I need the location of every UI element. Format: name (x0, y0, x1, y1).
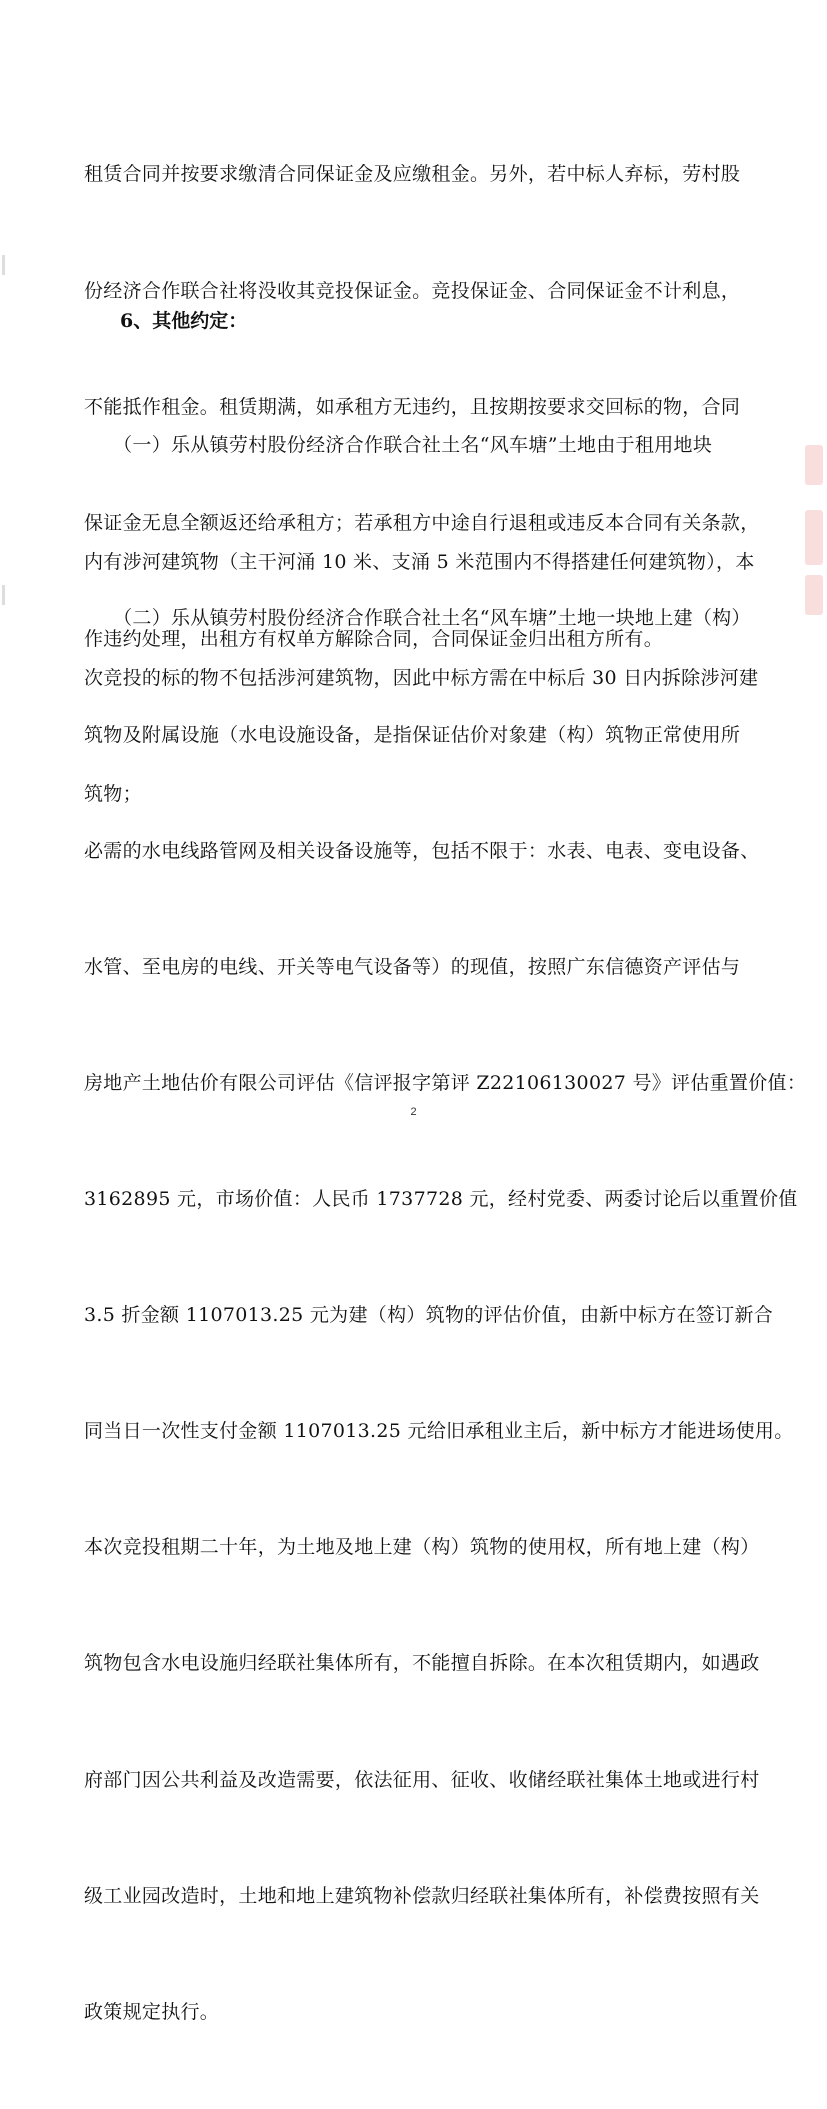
text-line: 政策规定执行。 (84, 2000, 220, 2023)
text-line: 同当日一次性支付金额 1107013.25 元给旧承租业主后，新中标方才能进场使用。 (84, 1420, 794, 1443)
seal-bleed-mark (805, 510, 823, 565)
text-line: 本次竞投租期二十年，为土地及地上建（构）筑物的使用权，所有地上建（构） (84, 1536, 760, 1559)
text-line: 3.5 折金额 1107013.25 元为建（构）筑物的评估价值，由新中标方在签订新合 (84, 1304, 774, 1327)
scan-edge-mark (2, 585, 5, 605)
text-line: 筑物包含水电设施归经联社集体所有，不能擅自拆除。在本次租赁期内，如遇政 (84, 1652, 760, 1675)
paragraph-item-two (84, 522, 807, 2109)
text-line: 必需的水电线路管网及相关设备设施等，包括不限于：水表、电表、变电设备、 (84, 839, 760, 862)
seal-bleed-mark (805, 575, 823, 615)
text-line: 3162895 元，市场价值：人民币 1737728 元，经村党委、两委讨论后以重置价值 (84, 1187, 798, 1210)
text-line: 房地产土地估价有限公司评估《信评报字第评 Z22106130027 号》评估重置价值： (84, 1071, 807, 1094)
section-heading-other-agreements: 6、其他约定： (120, 310, 248, 332)
text-line: （二）乐从镇劳村股份经济合作联合社土名“风车塘”土地一块地上建（构） (84, 607, 751, 630)
text-line: 作违约处理，出租方有权单方解除合同，合同保证金归出租方所有。 (84, 627, 664, 650)
text-line: 府部门因公共利益及改造需要，依法征用、征收、收储经联社集体土地或进行村 (84, 1768, 760, 1791)
text-line: 筑物； (84, 782, 142, 805)
text-line: 级工业园改造时，土地和地上建筑物补偿款归经联社集体所有，补偿费按照有关 (84, 1884, 760, 1907)
text-line: 筑物及附属设施（水电设施设备，是指保证估价对象建（构）筑物正常使用所 (84, 723, 741, 746)
text-line: 不能抵作租金。租赁期满，如承租方无违约，且按期按要求交回标的物，合同 (84, 395, 741, 418)
text-line: 水管、至电房的电线、开关等电气设备等）的现值，按照广东信德资产评估与 (84, 955, 741, 978)
text-line: 租赁合同并按要求缴清合同保证金及应缴租金。另外，若中标人弃标，劳村股 (84, 163, 741, 186)
text-line: 次竞投的标的物不包括涉河建筑物，因此中标方需在中标后 30 日内拆除涉河建 (84, 666, 759, 689)
text-line: 份经济合作联合社将没收其竞投保证金。竞投保证金、合同保证金不计利息， (84, 279, 741, 302)
seal-bleed-mark (805, 445, 823, 485)
scan-edge-mark (2, 255, 5, 275)
text-line: 内有涉河建筑物（主干河涌 10 米、支涌 5 米范围内不得搭建任何建筑物），本 (84, 550, 755, 573)
page-number: 2 (410, 1106, 417, 1118)
text-line: 保证金无息全额返还给承租方；若承租方中途自行退租或违反本合同有关条款， (84, 511, 760, 534)
text-line: （一）乐从镇劳村股份经济合作联合社土名“风车塘”土地由于租用地块 (84, 434, 713, 457)
